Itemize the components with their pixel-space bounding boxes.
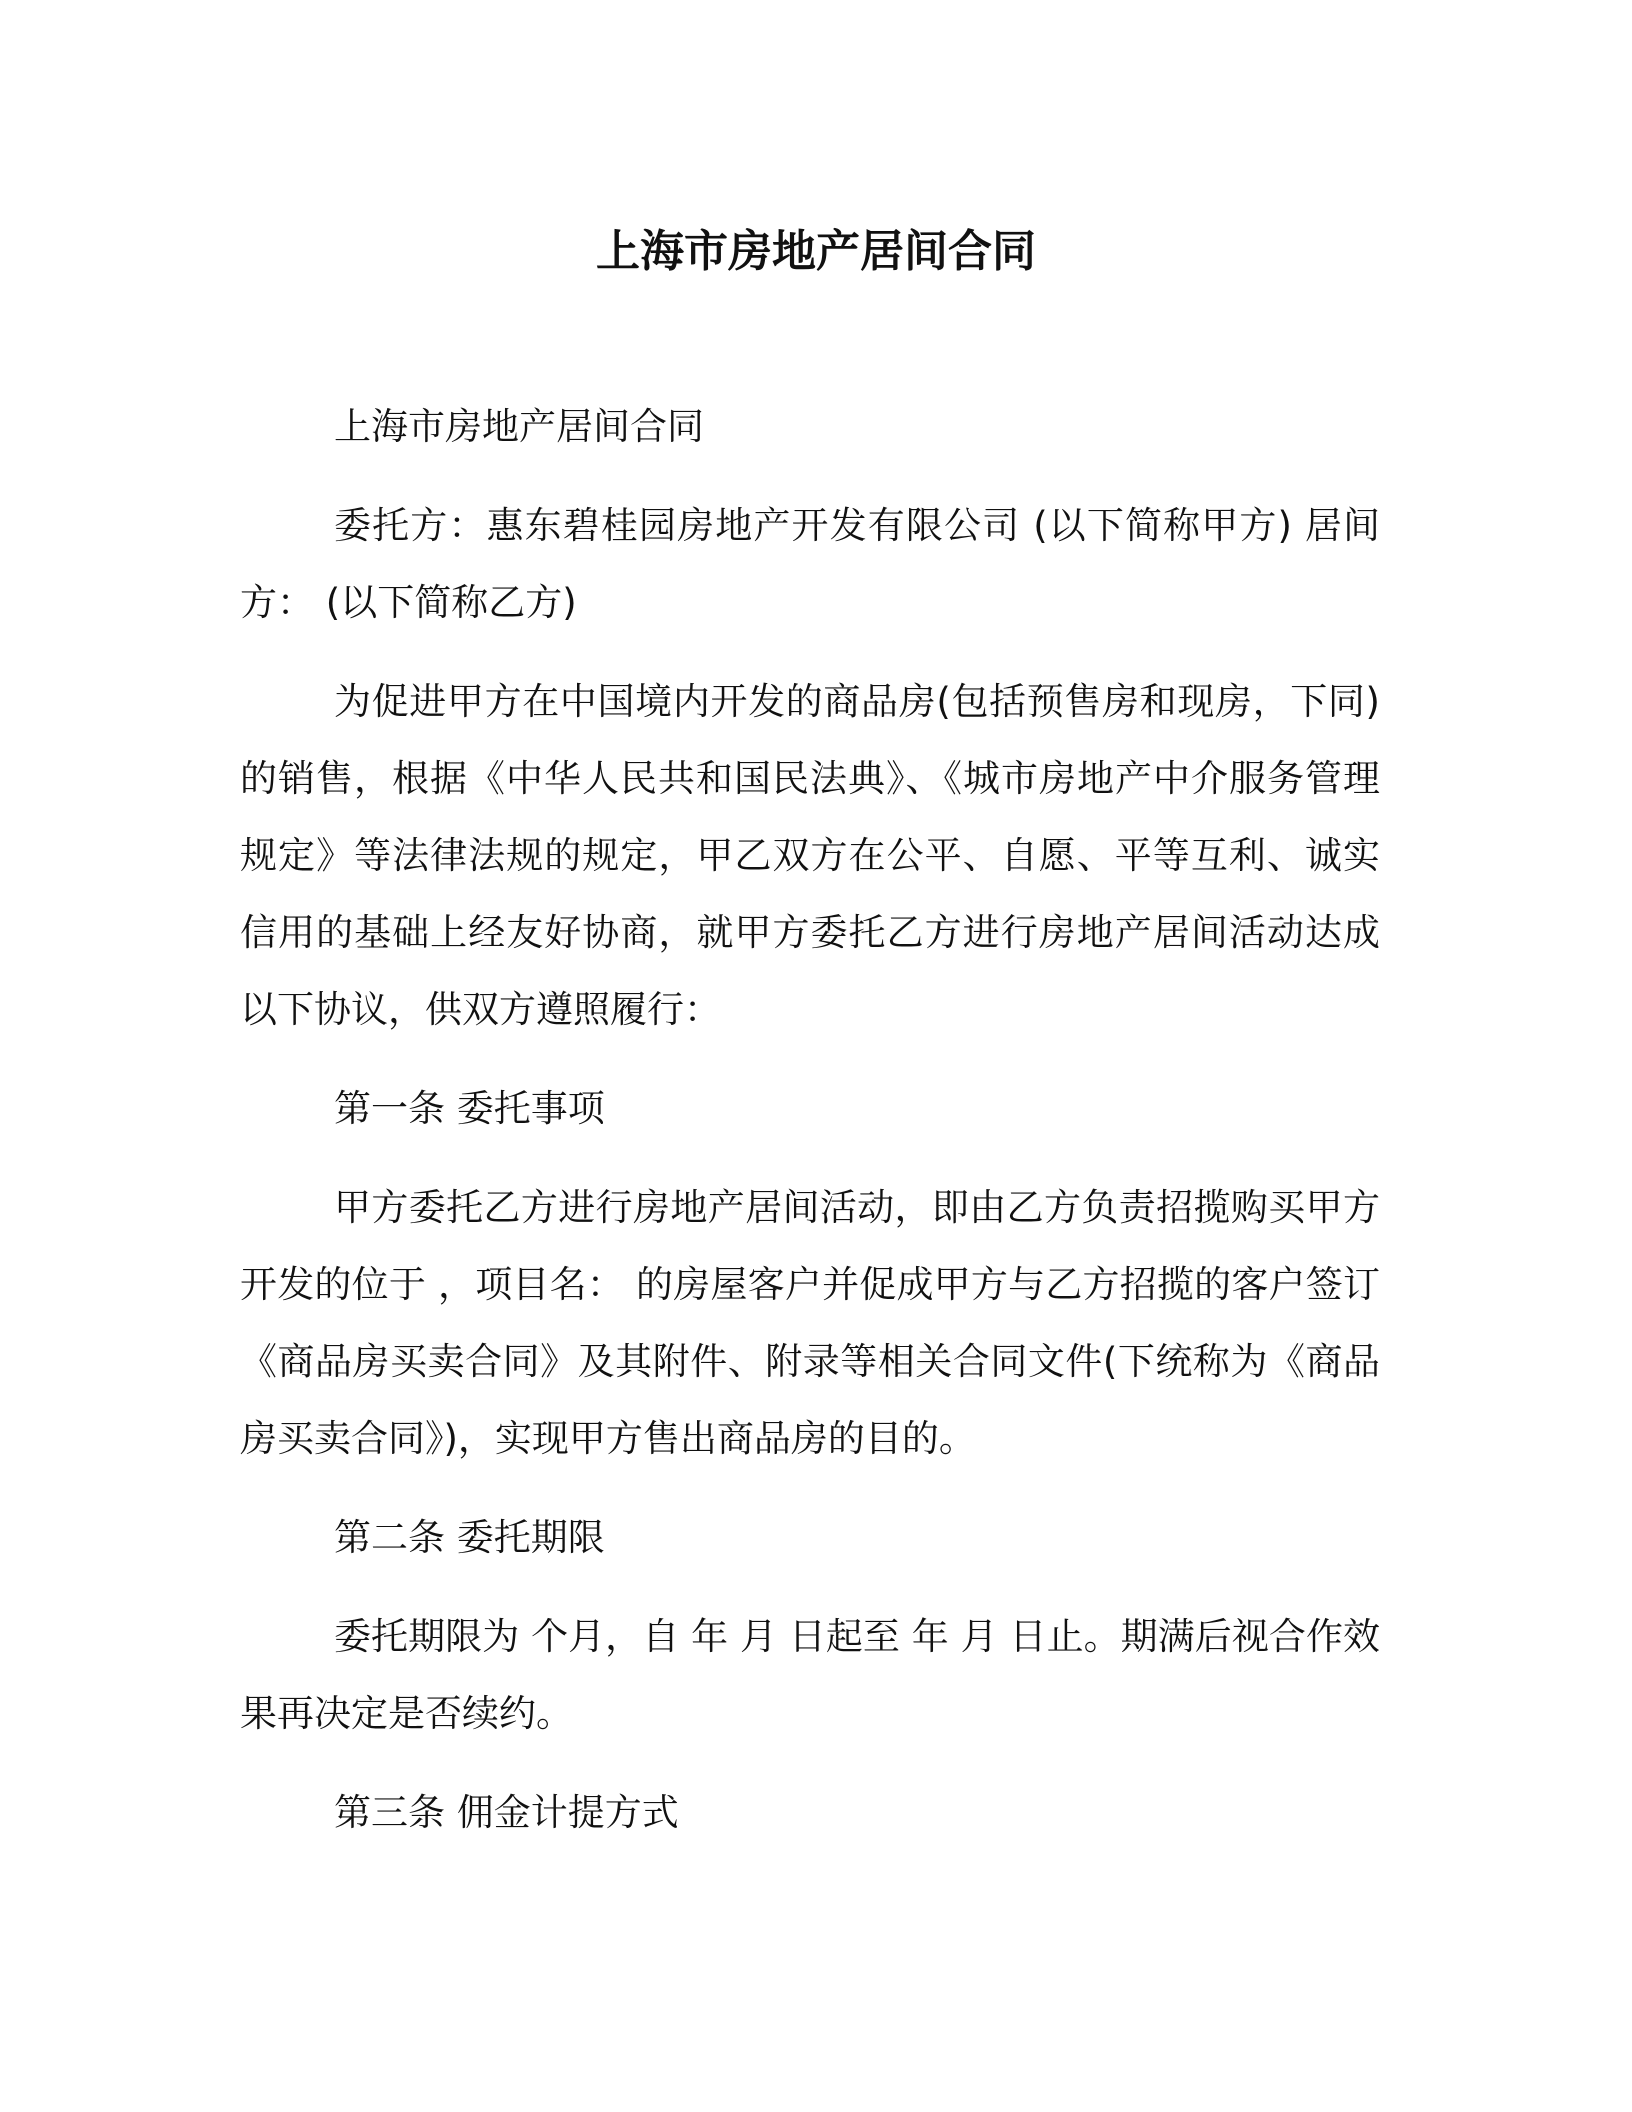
contract-name-line: 上海市房地产居间合同 bbox=[334, 405, 704, 448]
document-title: 上海市房地产居间合同 bbox=[596, 226, 1036, 277]
parties-paragraph: 委托方：惠东碧桂园房地产开发有限公司 (以下简称甲方) 居间方： (以下简称乙方) bbox=[240, 504, 1380, 624]
article-2-heading: 第二条 委托期限 bbox=[334, 1516, 605, 1559]
preamble-paragraph: 为促进甲方在中国境内开发的商品房(包括预售房和现房，下同)的销售，根据《中华人民共和国民法典》、《城市房地产中介服务管理规定》等法律法规的规定，甲乙双方在公平、自愿、平等互利、诚实信用的基础上经友好协商，就甲方委托乙方进行房地产居间活动达成以下协议，供双方遵照履行： bbox=[240, 680, 1380, 1031]
article-1-paragraph: 甲方委托乙方进行房地产居间活动，即由乙方负责招揽购买甲方开发的位于 ，项目名： 的房屋客户并促成甲方与乙方招揽的客户签订《商品房买卖合同》及其附件、附录等相关合同文件(下统称为《商品房买卖合同》)，实现甲方售出商品房的目的。 bbox=[240, 1186, 1380, 1460]
article-1-heading: 第一条 委托事项 bbox=[334, 1087, 605, 1130]
article-3-heading: 第三条 佣金计提方式 bbox=[334, 1791, 679, 1834]
document-body bbox=[240, 388, 1380, 1873]
article-2-paragraph: 委托期限为 个月，自 年 月 日起至 年 月 日止。期满后视合作效果再决定是否续约。 bbox=[240, 1615, 1380, 1735]
